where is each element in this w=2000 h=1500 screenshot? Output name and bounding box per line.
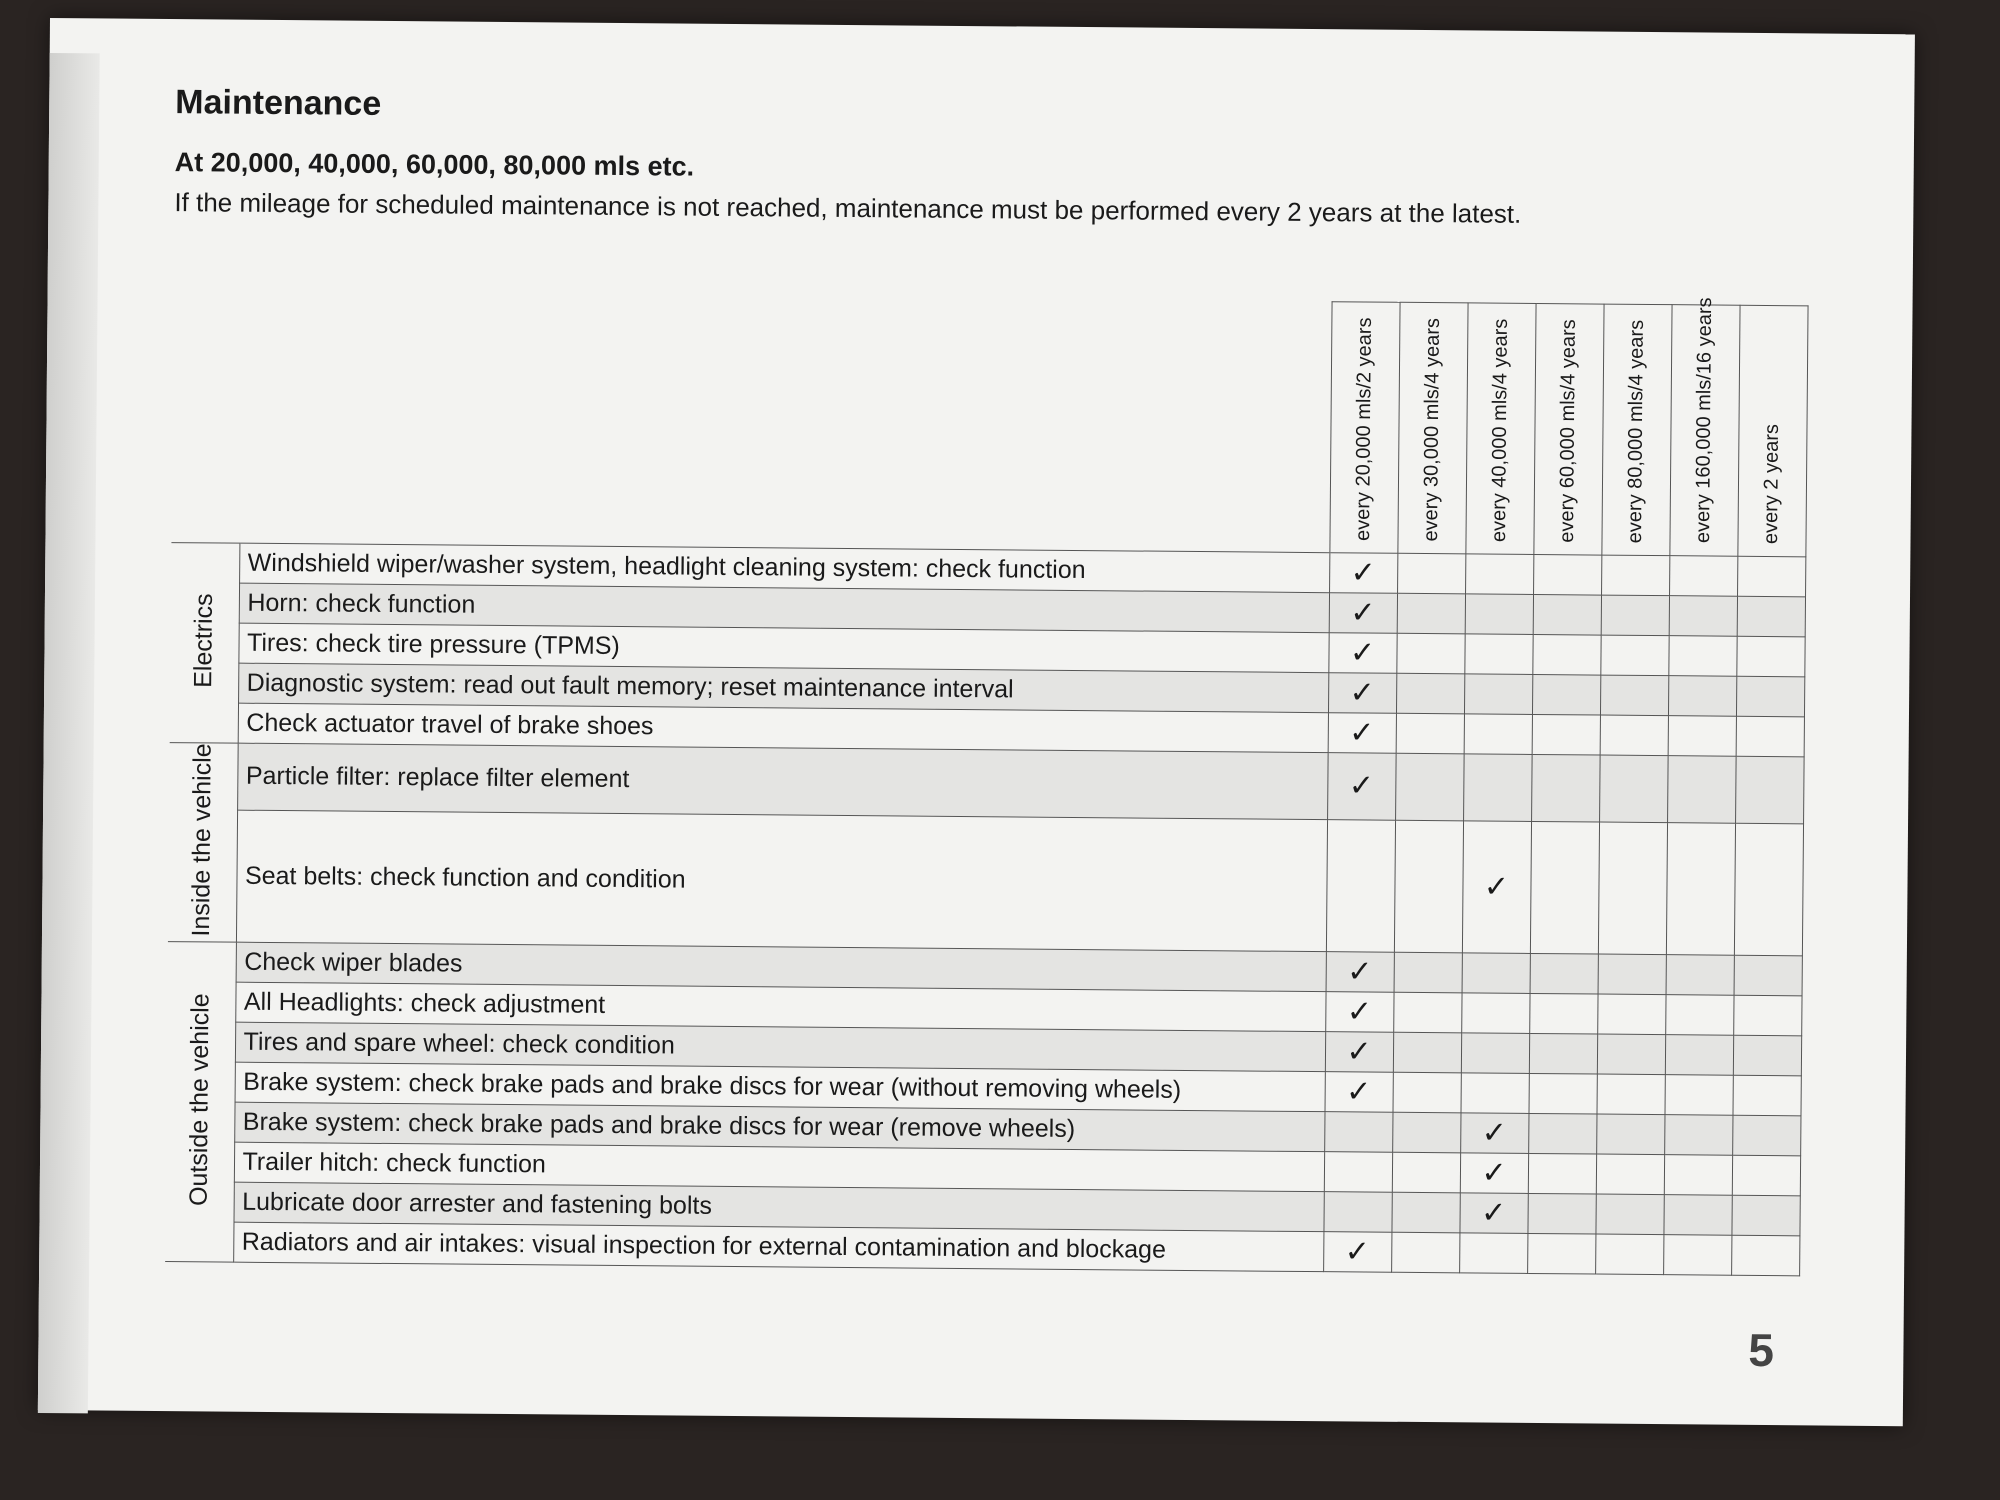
empty-cell [1532, 634, 1600, 675]
item-label: Brake system: check brake pads and brake discs for wear (remove wheels) [234, 1102, 1324, 1152]
empty-cell [1600, 635, 1668, 676]
item-label: Trailer hitch: check function [234, 1142, 1324, 1192]
header-blank-group [171, 292, 241, 544]
column-header-label: every 60,000 mls/4 years [1555, 318, 1580, 543]
empty-cell [1393, 992, 1461, 1033]
empty-cell [1600, 675, 1668, 716]
empty-cell [1597, 1034, 1665, 1075]
column-header-label: every 20,000 mls/2 years [1351, 316, 1376, 541]
table-header-row [171, 292, 1807, 557]
empty-cell [1465, 554, 1533, 595]
item-label: Tires and spare wheel: check condition [235, 1022, 1325, 1072]
empty-cell [1731, 1235, 1799, 1276]
column-header [1397, 302, 1467, 554]
check-mark-cell: ✓ [1323, 1232, 1391, 1273]
empty-cell [1528, 1154, 1596, 1195]
empty-cell [1732, 1155, 1800, 1196]
column-header [1465, 303, 1535, 555]
empty-cell [1668, 716, 1736, 757]
maintenance-note: If the mileage for scheduled maintenance is not reached, maintenance must be performed every 2 years at the latest. [174, 187, 1522, 229]
check-mark-cell: ✓ [1325, 1072, 1393, 1113]
item-label: Radiators and air intakes: visual inspection for external contamination and blockage [233, 1222, 1323, 1272]
empty-cell [1595, 1234, 1663, 1275]
column-header-label: every 160,000 mls/16 years [1691, 297, 1717, 544]
check-mark-cell: ✓ [1325, 1032, 1393, 1073]
item-label: Seat belts: check function and condition [236, 810, 1327, 952]
empty-cell [1459, 1233, 1527, 1274]
empty-cell [1734, 955, 1802, 996]
empty-cell [1736, 676, 1804, 717]
check-mark-cell: ✓ [1325, 992, 1393, 1033]
column-header [1601, 304, 1671, 556]
check-mark-cell: ✓ [1328, 633, 1396, 674]
empty-cell [1665, 995, 1733, 1036]
maintenance-table [165, 291, 1808, 1276]
empty-cell [1460, 1073, 1528, 1114]
column-header-label: every 80,000 mls/4 years [1623, 319, 1648, 543]
column-header-label: every 2 years [1759, 423, 1784, 545]
empty-cell [1530, 821, 1599, 954]
empty-cell [1533, 554, 1601, 595]
empty-cell [1391, 1192, 1459, 1233]
check-mark-cell: ✓ [1459, 1193, 1527, 1234]
empty-cell [1596, 1114, 1664, 1155]
empty-cell [1527, 1194, 1595, 1235]
empty-cell [1463, 754, 1532, 822]
item-label: Check actuator travel of brake shoes [238, 703, 1328, 753]
maintenance-table-wrapper [165, 291, 1808, 1276]
empty-cell [1733, 1035, 1801, 1076]
page-title: Maintenance [175, 83, 382, 123]
empty-cell [1598, 822, 1667, 955]
empty-cell [1731, 1195, 1799, 1236]
empty-cell [1667, 756, 1736, 824]
empty-cell [1669, 596, 1737, 637]
empty-cell [1668, 676, 1736, 717]
check-mark-cell: ✓ [1460, 1113, 1528, 1154]
empty-cell [1663, 1235, 1731, 1276]
empty-cell [1737, 556, 1805, 597]
empty-cell [1665, 1035, 1733, 1076]
empty-cell [1397, 593, 1465, 634]
column-header [1669, 297, 1739, 557]
page-edge [38, 53, 100, 1413]
item-label: Tires: check tire pressure (TPMS) [238, 623, 1328, 673]
empty-cell [1393, 1032, 1461, 1073]
item-label: Horn: check function [239, 583, 1329, 633]
empty-cell [1394, 952, 1462, 993]
check-mark-cell: ✓ [1329, 553, 1397, 594]
empty-cell [1396, 633, 1464, 674]
empty-cell [1599, 755, 1668, 823]
column-header-label: every 30,000 mls/4 years [1419, 317, 1444, 542]
empty-cell [1737, 596, 1805, 637]
empty-cell [1600, 715, 1668, 756]
empty-cell [1527, 1234, 1595, 1275]
empty-cell [1530, 954, 1598, 995]
group-cell [165, 942, 236, 1263]
empty-cell [1528, 1074, 1596, 1115]
column-header [1737, 305, 1807, 557]
group-label: Electrics [189, 593, 219, 688]
empty-cell [1391, 1232, 1459, 1273]
empty-cell [1598, 954, 1666, 995]
check-mark-cell: ✓ [1328, 673, 1396, 714]
column-header [1533, 303, 1603, 555]
empty-cell [1529, 1034, 1597, 1075]
empty-cell [1601, 555, 1669, 596]
check-mark-cell: ✓ [1462, 821, 1531, 954]
empty-cell [1397, 553, 1465, 594]
empty-cell [1733, 995, 1801, 1036]
table-row [168, 810, 1803, 956]
empty-cell [1464, 634, 1532, 675]
item-label: Windshield wiper/washer system, headlight cleaning system: check function [239, 543, 1329, 593]
empty-cell [1595, 1194, 1663, 1235]
empty-cell [1392, 1152, 1460, 1193]
empty-cell [1464, 674, 1532, 715]
item-label: Particle filter: replace filter element [237, 743, 1328, 819]
empty-cell [1323, 1192, 1391, 1233]
empty-cell [1668, 636, 1736, 677]
empty-cell [1395, 753, 1464, 821]
empty-cell [1732, 1075, 1800, 1116]
empty-cell [1664, 1115, 1732, 1156]
empty-cell [1528, 1114, 1596, 1155]
empty-cell [1601, 595, 1669, 636]
check-mark-cell: ✓ [1329, 593, 1397, 634]
column-header-label: every 40,000 mls/4 years [1487, 318, 1512, 542]
empty-cell [1461, 993, 1529, 1034]
group-cell [168, 743, 238, 943]
empty-cell [1392, 1112, 1460, 1153]
item-label: Diagnostic system: read out fault memory; reset maintenance interval [238, 663, 1328, 713]
check-mark-cell: ✓ [1326, 952, 1394, 993]
empty-cell [1664, 1075, 1732, 1116]
group-label: Inside the vehicle [187, 743, 218, 937]
empty-cell [1596, 1154, 1664, 1195]
empty-cell [1533, 594, 1601, 635]
group-label: Outside the vehicle [185, 993, 215, 1206]
empty-cell [1394, 820, 1463, 953]
check-mark-cell: ✓ [1460, 1153, 1528, 1194]
item-label: Brake system: check brake pads and brake discs for wear (without removing wheels) [235, 1062, 1325, 1112]
empty-cell [1326, 820, 1395, 953]
empty-cell [1462, 953, 1530, 994]
empty-cell [1461, 1033, 1529, 1074]
empty-cell [1732, 1115, 1800, 1156]
empty-cell [1669, 556, 1737, 597]
empty-cell [1324, 1152, 1392, 1193]
empty-cell [1532, 674, 1600, 715]
empty-cell [1666, 823, 1735, 956]
empty-cell [1735, 756, 1804, 824]
empty-cell [1396, 713, 1464, 754]
page-subtitle: At 20,000, 40,000, 60,000, 80,000 mls etc. [174, 147, 695, 182]
empty-cell [1529, 994, 1597, 1035]
manual-page [38, 18, 1915, 1426]
empty-cell [1736, 636, 1804, 677]
empty-cell [1464, 714, 1532, 755]
empty-cell [1664, 1155, 1732, 1196]
header-blank-item [239, 292, 1331, 553]
empty-cell [1465, 594, 1533, 635]
item-label: Check wiper blades [236, 942, 1326, 992]
item-label: All Headlights: check adjustment [235, 982, 1325, 1032]
check-mark-cell: ✓ [1327, 753, 1396, 821]
empty-cell [1393, 1072, 1461, 1113]
empty-cell [1596, 1074, 1664, 1115]
check-mark-cell: ✓ [1328, 713, 1396, 754]
empty-cell [1324, 1112, 1392, 1153]
empty-cell [1396, 673, 1464, 714]
table-body [165, 543, 1805, 1276]
empty-cell [1597, 994, 1665, 1035]
page-number: 5 [1748, 1323, 1775, 1377]
group-cell [170, 543, 240, 744]
empty-cell [1734, 823, 1803, 956]
item-label: Lubricate door arrester and fastening bolts [233, 1182, 1323, 1232]
column-header [1329, 302, 1399, 554]
empty-cell [1736, 716, 1804, 757]
empty-cell [1666, 955, 1734, 996]
empty-cell [1531, 754, 1600, 822]
empty-cell [1532, 714, 1600, 755]
empty-cell [1663, 1195, 1731, 1236]
